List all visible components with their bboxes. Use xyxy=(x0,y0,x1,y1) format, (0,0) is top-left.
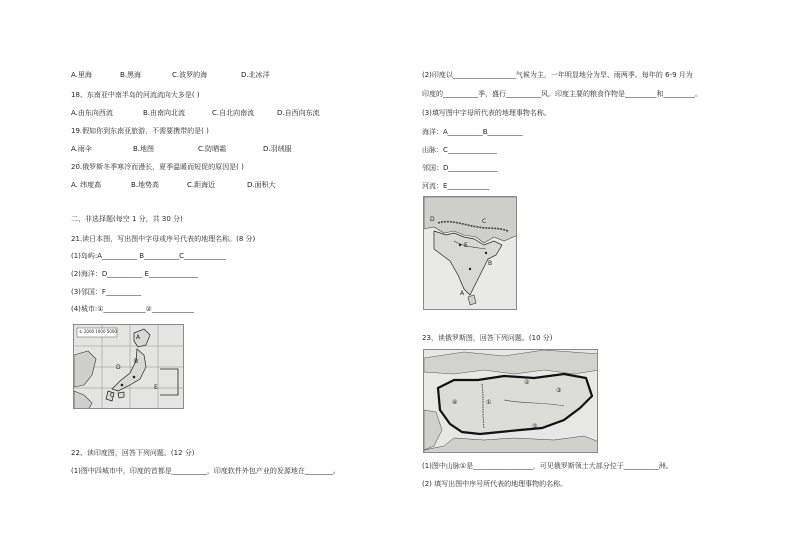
q17-option-b: B.黑海 xyxy=(120,71,142,79)
india-map xyxy=(423,196,517,310)
q19-option-a: A.雨伞 xyxy=(71,145,92,153)
q20-text: 20.俄罗斯冬季寒冷而漫长，夏季温暖而短促的原因是( ) xyxy=(71,163,244,171)
q21-text: 21.读日本图，写出图中字母或序号代表的地理名称。(8 分) xyxy=(71,235,256,243)
india-map-label-c: C xyxy=(482,218,487,225)
q19-option-c: C.防晒霜 xyxy=(198,145,227,153)
q23-1-text: (1)图中山脉①是_________________，可见俄罗斯领土大部分位于__________洲。 xyxy=(422,462,673,470)
q18-option-b: B.由南向北流 xyxy=(143,109,186,117)
q22-text: 22、读印度图，回答下列问题。(12 分) xyxy=(71,449,195,457)
q20-option-c: C.距海近 xyxy=(187,181,216,189)
q22-1-text: (1)图中四城市中，印度的首都是__________，印度软件外包产业的发源地在________。 xyxy=(71,467,340,475)
russia-map-label-3: ③ xyxy=(556,387,562,394)
india-map-label-b: B xyxy=(488,260,493,267)
q18-text: 18、东南亚中南半岛的河流流向大多是( ) xyxy=(71,91,200,99)
q22-river: 河流：E____________ xyxy=(422,182,490,190)
q17-option-c: C.波罗的海 xyxy=(172,71,208,79)
q23-text: 23、读俄罗斯图，回答下列问题。(10 分) xyxy=(422,334,553,342)
japan-map-label-b: B xyxy=(134,358,139,365)
q19-option-d: D.羽绒服 xyxy=(263,145,292,153)
russia-map-label-1: ① xyxy=(486,399,492,406)
japan-map-label-e: E xyxy=(154,384,158,391)
japan-map xyxy=(73,324,184,409)
japan-map-inset: ① 2000 1000 5000 xyxy=(79,329,117,334)
q22-3-text: (3)填写图中字母所代表的地理事物名称。 xyxy=(422,109,551,117)
q19-option-b: B.地图 xyxy=(133,145,155,153)
q22-2-text: (2)印度以__________________气候为主，一年明显地分为旱、雨两季。每年的 6-9 月为 xyxy=(422,71,693,79)
japan-map-label-d: D xyxy=(116,364,121,371)
q21-neighbor: (3)邻国：F__________ xyxy=(71,288,141,296)
q22-2b-text: 印度的__________季，盛行__________风。印度主要的粮食作物是_________和_________。 xyxy=(422,90,702,98)
q19-text: 19.假如你到东南亚旅游，不需要携带的是( ) xyxy=(71,127,209,135)
q20-option-b: B.地势高 xyxy=(131,181,160,189)
russia-map-label-2: ② xyxy=(524,379,530,386)
russia-map-label-5: ⑤ xyxy=(532,423,538,430)
q18-option-c: C.自北向南流 xyxy=(212,109,255,117)
q22-mountains: 山脉：C______________ xyxy=(422,146,497,154)
q18-option-d: D.自西向东流 xyxy=(277,109,320,117)
q17-option-a: A.里海 xyxy=(71,71,92,79)
japan-map-label-c: C xyxy=(110,392,115,399)
india-map-label-a: A xyxy=(460,290,465,297)
russia-map-label-4: ④ xyxy=(452,399,458,406)
section-2-heading: 二、非选择题(每空 1 分，共 30 分) xyxy=(71,215,183,223)
q17-option-d: D.北冰洋 xyxy=(241,71,270,79)
q22-neighbor: 邻国：D______________ xyxy=(422,164,498,172)
japan-map-label-a: A xyxy=(136,334,141,341)
q20-option-a: A. 纬度高 xyxy=(71,181,102,189)
q20-option-d: D.面积大 xyxy=(247,181,276,189)
q18-option-a: A.由东向西流 xyxy=(71,109,113,117)
q21-cities: (4)城市:①____________②____________ xyxy=(71,305,194,313)
india-map-label-e: E xyxy=(464,242,468,249)
russia-map xyxy=(423,349,598,453)
india-map-label-d: D xyxy=(430,216,435,223)
q21-islands: (1)岛屿:A__________ B__________C____________ xyxy=(71,252,226,260)
q23-2-text: (2) 填写出图中序号所代表的地理事物的名称。 xyxy=(422,480,568,488)
q22-seas: 海洋：A__________B__________ xyxy=(422,128,523,136)
q21-oceans: (2)海洋：D__________ E______________ xyxy=(71,270,198,278)
